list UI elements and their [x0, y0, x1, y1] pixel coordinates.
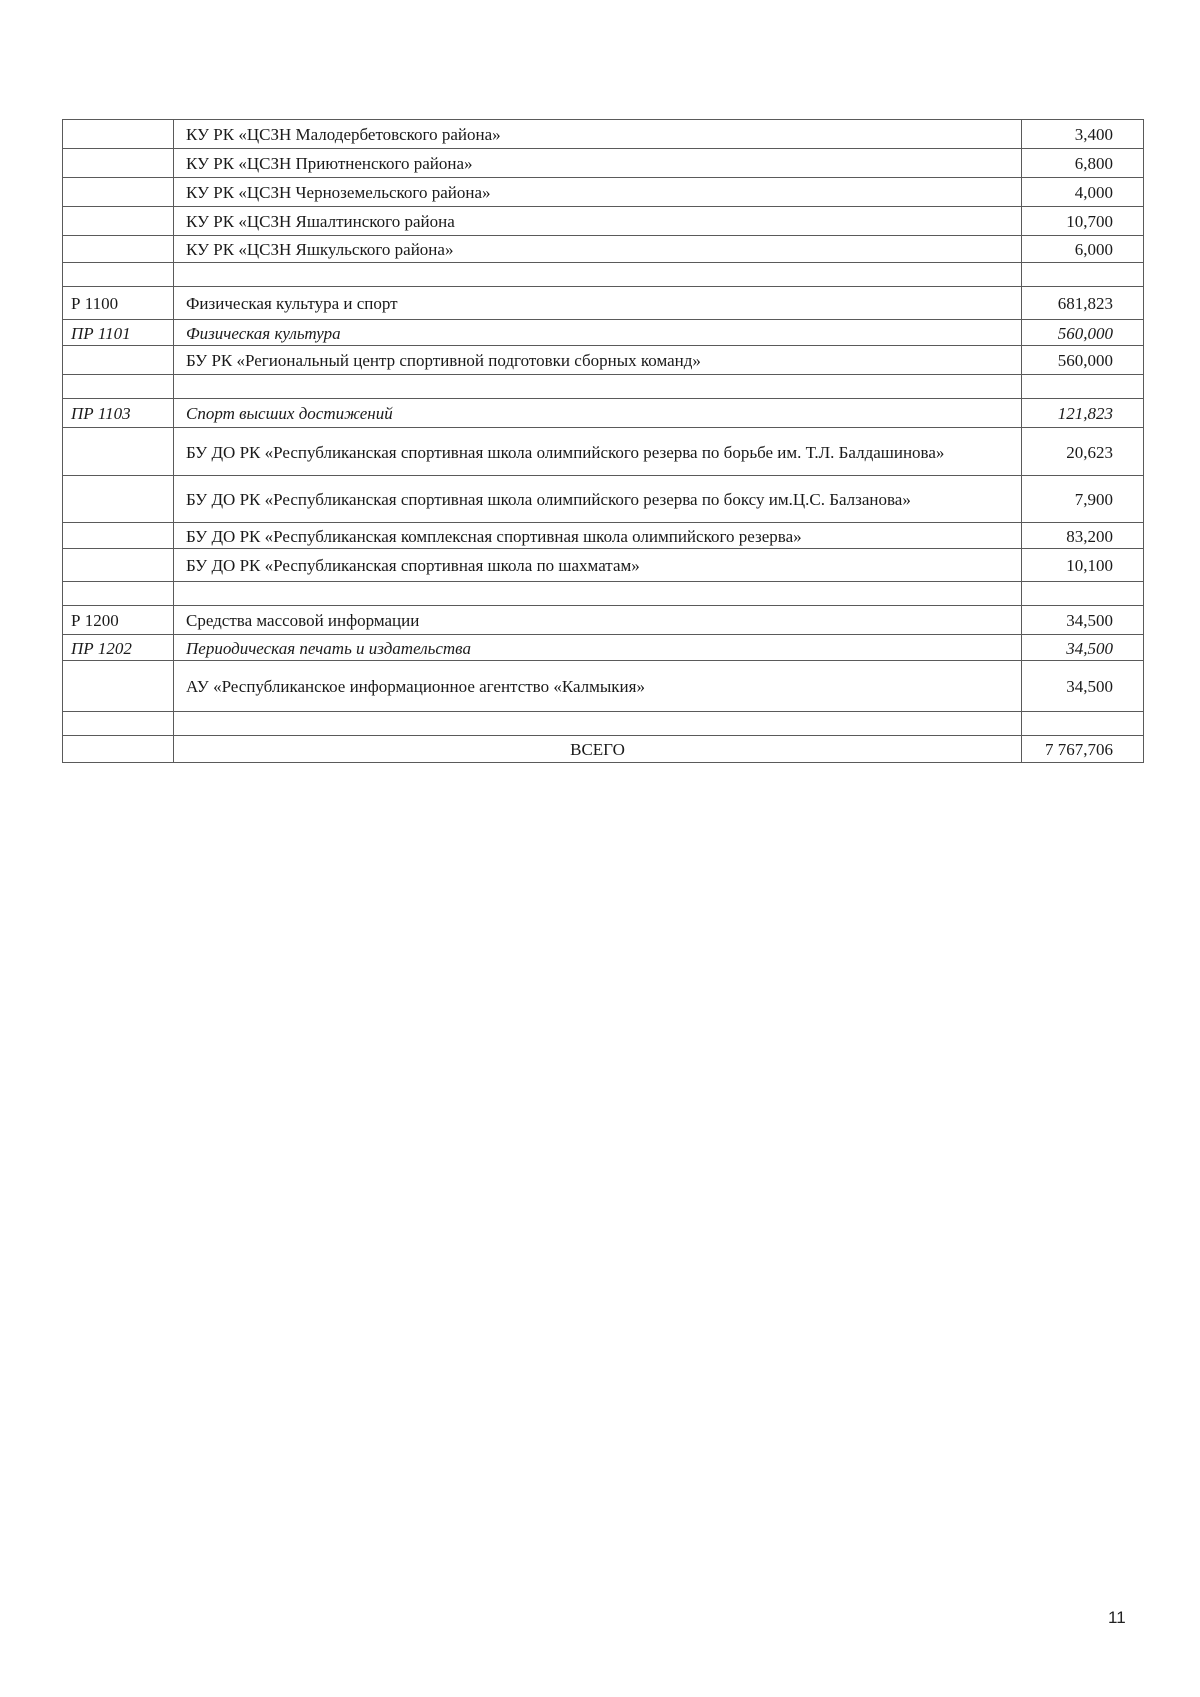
table-row-subsection: [63, 635, 1144, 661]
code-cell: [63, 236, 174, 263]
code-cell: [63, 549, 174, 582]
table-row-empty: [63, 712, 1144, 736]
table-row-empty: [63, 263, 1144, 287]
table-row: [63, 476, 1144, 523]
name-cell: КУ РК «ЦСЗН Малодербетовского района»: [174, 120, 1022, 149]
code-cell: [63, 120, 174, 149]
table-row: [63, 149, 1144, 178]
total-label: ВСЕГО: [174, 736, 1022, 763]
code-cell: [63, 582, 174, 606]
table-row: [63, 523, 1144, 549]
name-cell: БУ ДО РК «Республиканская спортивная школа олимпийского резерва по боксу им.Ц.С. Балзанова»: [174, 476, 1022, 523]
name-cell: БУ ДО РК «Республиканская комплексная спортивная школа олимпийского резерва»: [174, 523, 1022, 549]
name-cell: [174, 263, 1022, 287]
table-row-section: [63, 287, 1144, 320]
name-cell: [174, 375, 1022, 399]
amount-cell: 6,800: [1022, 149, 1144, 178]
table-row-section: [63, 606, 1144, 635]
table-row-subsection: [63, 399, 1144, 428]
code-cell: ПР 1101: [63, 320, 174, 346]
amount-cell: 4,000: [1022, 178, 1144, 207]
total-row: [63, 736, 1144, 763]
amount-cell: 6,000: [1022, 236, 1144, 263]
code-cell: [63, 712, 174, 736]
code-cell: [63, 523, 174, 549]
amount-cell: 10,100: [1022, 549, 1144, 582]
table-row: [63, 428, 1144, 476]
table-row: [63, 661, 1144, 712]
table-row: [63, 346, 1144, 375]
name-cell: [174, 712, 1022, 736]
code-cell: ПР 1202: [63, 635, 174, 661]
code-cell: [63, 263, 174, 287]
table-row: [63, 178, 1144, 207]
amount-cell: 681,823: [1022, 287, 1144, 320]
amount-cell: 560,000: [1022, 346, 1144, 375]
name-cell: КУ РК «ЦСЗН Яшкульского района»: [174, 236, 1022, 263]
name-cell: [174, 582, 1022, 606]
code-cell: Р 1200: [63, 606, 174, 635]
name-cell: КУ РК «ЦСЗН Приютненского района»: [174, 149, 1022, 178]
code-cell: [63, 178, 174, 207]
code-cell: [63, 346, 174, 375]
name-cell: Физическая культура: [174, 320, 1022, 346]
code-cell: [63, 736, 174, 763]
amount-cell: 10,700: [1022, 207, 1144, 236]
table-row: [63, 236, 1144, 263]
code-cell: Р 1100: [63, 287, 174, 320]
amount-cell: 560,000: [1022, 320, 1144, 346]
table-row-subsection: [63, 320, 1144, 346]
amount-cell: 3,400: [1022, 120, 1144, 149]
amount-cell: 34,500: [1022, 661, 1144, 712]
name-cell: Средства массовой информации: [174, 606, 1022, 635]
table-row: [63, 207, 1144, 236]
name-cell: БУ РК «Региональный центр спортивной подготовки сборных команд»: [174, 346, 1022, 375]
table-row: [63, 120, 1144, 149]
code-cell: [63, 661, 174, 712]
amount-cell: 34,500: [1022, 635, 1144, 661]
table-row-empty: [63, 375, 1144, 399]
amount-cell: 34,500: [1022, 606, 1144, 635]
name-cell: Спорт высших достижений: [174, 399, 1022, 428]
code-cell: [63, 476, 174, 523]
amount-cell: 7,900: [1022, 476, 1144, 523]
code-cell: [63, 375, 174, 399]
table-row: [63, 549, 1144, 582]
amount-cell: [1022, 263, 1144, 287]
amount-cell: [1022, 582, 1144, 606]
page-number: 11: [1108, 1608, 1126, 1627]
code-cell: [63, 428, 174, 476]
total-amount: 7 767,706: [1022, 736, 1144, 763]
table-row-empty: [63, 582, 1144, 606]
amount-cell: 83,200: [1022, 523, 1144, 549]
code-cell: [63, 149, 174, 178]
amount-cell: 121,823: [1022, 399, 1144, 428]
name-cell: Физическая культура и спорт: [174, 287, 1022, 320]
code-cell: [63, 207, 174, 236]
code-cell: ПР 1103: [63, 399, 174, 428]
name-cell: БУ ДО РК «Республиканская спортивная школа по шахматам»: [174, 549, 1022, 582]
amount-cell: [1022, 712, 1144, 736]
amount-cell: 20,623: [1022, 428, 1144, 476]
name-cell: КУ РК «ЦСЗН Черноземельского района»: [174, 178, 1022, 207]
budget-table: [62, 119, 1144, 763]
name-cell: БУ ДО РК «Республиканская спортивная школа олимпийского резерва по борьбе им. Т.Л. Балдашинова»: [174, 428, 1022, 476]
name-cell: АУ «Республиканское информационное агентство «Калмыкия»: [174, 661, 1022, 712]
name-cell: КУ РК «ЦСЗН Яшалтинского района: [174, 207, 1022, 236]
amount-cell: [1022, 375, 1144, 399]
name-cell: Периодическая печать и издательства: [174, 635, 1022, 661]
